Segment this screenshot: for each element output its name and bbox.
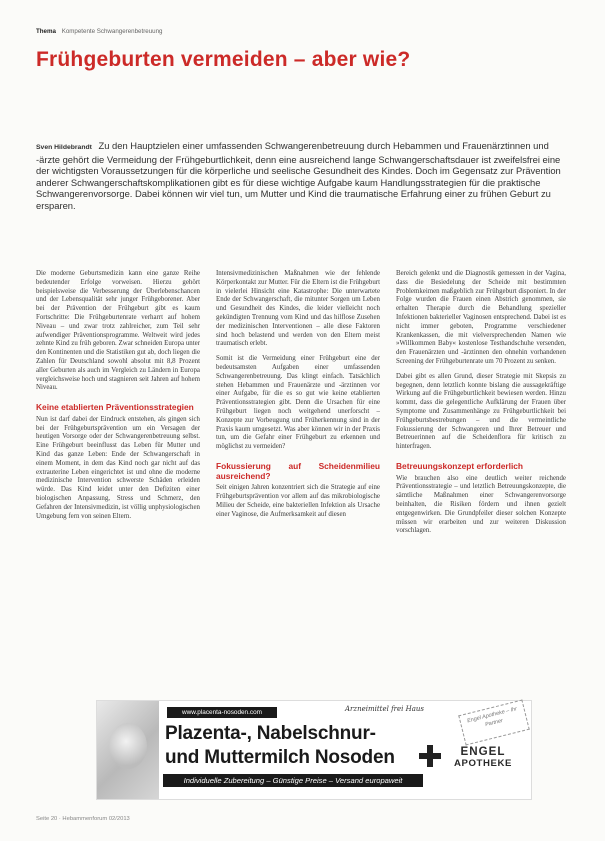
body-paragraph: Intensivmedizinischen Maßnahmen wie der fehlende Körperkontakt zur Mutter. Für die Eltern ist die Frühgeburt in vielerlei Hinsicht eine Katastrophe: Die unterwartete Ende der Schwangerschaft, die mitunter Sorgen um Leben und Gesundheit des Kindes, die leider vielleicht noch gekündigten Trennung vom Kind und das hilflose Zusehen der medizinischen Interventionen – alle diese Faktoren sind hoch belastend und werden von den Eltern meist traumatisch erlebt. <box>216 270 380 348</box>
article-title: Frühgeburten vermeiden – aber wie? <box>36 48 411 71</box>
baby-photo <box>97 701 159 799</box>
author-name: Sven Hildebrandt <box>36 144 92 151</box>
ad-headline-1: Plazenta-, Nabelschnur- <box>165 723 376 744</box>
subheading: Keine etablierten Präventionsstrategien <box>36 402 194 413</box>
body-paragraph: Bereich gelenkt und die Diagnostik gemessen in der Vagina, dass die Besiedelung der Scheide mit bestimmten Problemkeimen maßgeblich zur Frühgeburt disponiert. In der Folge wurden die Frauen einen Abstrich genommen, sie erhalten Therapie durch die Behandlung spezieller Infektionen bakterieller Vaginosen entsprechend. Dabei ist es nicht immer geboten, Programme verschiedener Krankenkassen, die mit vielversprechenden Namen wie »Willkommen Baby« kostenlose Testhandschuhe versenden, den Frauenärzten und -ärztinnen den ohnehin vorhandenen Screening der Frühgeburtenrate um 70 Prozent zu senken. <box>396 270 566 365</box>
brand-name-2: APOTHEKE <box>453 758 513 769</box>
body-paragraph: Wie brauchen also eine deutlich weiter reichende Präventionsstrategie – und letztlich Betreuungskonzepte, die sämtliche Maßnahmen einer Schwangerenvorsorge beinhalten, die Risiken fördern und ihnen gezielt entgegenwirken. Die Grundpfeiler dieser solchen Konzepte müssen wir erarbeiten und zur weiteren Diskussion vorschlagen. <box>396 474 566 535</box>
ad-url[interactable]: www.placenta-nosoden.com <box>167 707 277 718</box>
ad-stamp: Engel Apotheke – Ihr Partner <box>458 699 530 745</box>
subheading: Betreuungskonzept erforderlich <box>396 460 524 471</box>
column-3 <box>396 270 566 536</box>
body-paragraph: Die moderne Geburtsmedizin kann eine ganze Reihe bedeutender Erfolge vorweisen. Hierzu gehört beispielsweise die Verbesserung der Überlebenschancen und der Lebensqualität sehr junger Frühgeborener. Aber bei der Prävention der Frühgeburt gibt es kaum Fortschritte: Die Frühgeburtenrate verharrt auf hohem Niveau – und zwar trotz zahlreicher, zum Teil sehr aufwendiger Präventionsprogramme. Weltweit wird jedes zehnte Kind zu früh geboren. Zwar schneiden Europa unter den Kontinenten und die Statistiken gut ab, doch liegen die Zahlen für Deutschland sowohl absolut mit 8,8 Prozent aller Geburten als auch im Vergleich zu Ländern in Europa vergleichsweise hoch und stagnieren seit Jahren auf hohem Niveau. <box>36 270 200 392</box>
section-label: Thema <box>36 28 56 35</box>
advertisement[interactable] <box>96 700 532 800</box>
section-topic: Kompetente Schwangerenbetreuung <box>61 28 163 35</box>
section-header <box>36 28 162 35</box>
lead-paragraph <box>36 140 568 212</box>
column-2 <box>216 270 380 519</box>
pharmacy-cross-icon <box>419 745 441 767</box>
lead-text: Zu den Hauptzielen einer umfassenden Schwangerenbetreuung durch Hebammen und Frauenärztinnen und -ärzte gehört die Vermeidung der Frühgeburtlichkeit, denn eine ausreichend lange Schwangerschaftsdauer ist zweifelsfrei eine der wichtigsten Voraussetzungen für die körperliche und seelische Gesundheit des Kindes. Doch im Gegensatz zur Prävention anderer Schwangerschaftskomplikationen gibt es für diese wichtige Aufgabe kaum Handlungsstrategien für die praktische Schwangerenvorsorge. Dabei können wir viel tun, um Mutter und Kind die traumatische Erfahrung einer zu frühen Geburt zu ersparen. <box>36 140 561 211</box>
ad-headline-2: und Muttermilch Nosoden <box>165 747 395 768</box>
body-paragraph: Seit einigen Jahren konzentriert sich die Strategie auf eine Frühgeburtsprävention vor allem auf das mikrobiologische Milieu der Scheide, eine bakteriellen Infektion als Ursache einer Vaginose, die Aufmerksamkeit auf diesen <box>216 484 380 518</box>
ad-script-text: Arzneimittel frei Haus <box>345 705 425 713</box>
page-footer: Seite 20 · Hebammenforum 02/2013 <box>36 816 130 822</box>
ad-tagline: Individuelle Zubereitung – Günstige Preise – Versand europaweit <box>163 774 423 787</box>
column-1 <box>36 270 200 521</box>
body-paragraph: Somit ist die Vermeidung einer Frühgeburt eine der bedeutsamsten Aufgaben einer umfassenden Schwangerenbetreuung. Das klingt einfach. Tatsächlich stehen Hebammen und Frauenärzte und -ärztinnen vor einer Aufgabe, für die es so gut wie keine etablierten Präventionsstrategien gibt. Denn die Ursachen für eine Frühgeburt liegen noch weitgehend unerforscht – Konzepte zur Vorbeugung und Früherkennung sind in der Praxis kaum umgesetzt. Was aber können wir in der Praxis tun, um die Gefahr einer Frühgeburt zu erkennen und möglichst zu vermeiden? <box>216 355 380 451</box>
engel-apotheke-logo <box>423 745 523 769</box>
body-paragraph: Nun ist darf dabei der Eindruck entstehen, als gingen sich bei der Frühgeburtsprävention um ein Versagen der heutigen Vorsorge oder der Schwangerenbetreuung selbst. Eine Frühgeburt beeinflusst das Leben für Mutter und Kind das ganze Leben: Ende der Schwangerschaft in einem Moment, in dem das Kind noch gar nicht auf das extrauterine Leben eingerichtet ist und ohne die moderne medizinische Intervention schwerste Schäden erleiden würde. Das Kind leidet unter den Defiziten einer biologischen Anpassung, Stress und Schmerz, den Gefahren der Intensivmedizin, ist völlig unphysiologischen Umgebung fern von seinen Eltern. <box>36 415 200 520</box>
subheading: Fokussierung auf Scheidenmilieu ausreichend? <box>216 460 380 481</box>
body-paragraph: Dabei gibt es allen Grund, dieser Strategie mit Skepsis zu begegnen, denn letztlich konnte bislang die aussagekräftige Wirkung auf die Frühgeburtlichkeit bewiesen werden. Hinzu kommt, dass die gelegentliche Aufklärung der Frauen über Symptome und Zusammenhänge zu Frühgeburtlichkeit bei Frühgeburtsbestrebungen – und die vermeintliche Fokussierung der Schwangeren und Ihrer Betreuer und Betreuerinnen auf die Scheidenflora für kritisch zu hinterfragen. <box>396 372 566 451</box>
brand-name-1: ENGEL <box>460 745 506 758</box>
